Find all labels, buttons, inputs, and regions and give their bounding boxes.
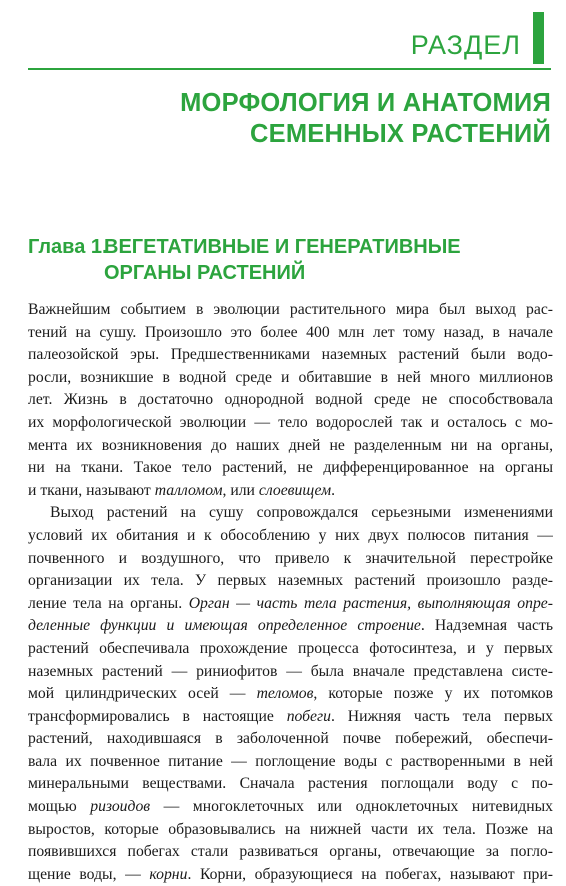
term-rhizoids: ризоидов [90, 798, 151, 816]
text-run: . Нижняя часть тела первых [331, 707, 553, 725]
chapter-title-row-1 [28, 234, 548, 260]
section-label: РАЗДЕЛ [410, 30, 521, 60]
text-line: организации их тела. У первых наземных растений произошло разде- [28, 572, 553, 590]
text-run: , которые позже у их потомков [313, 685, 553, 703]
organ-definition: Орган — часть тела растения, выполняющая опре- [188, 594, 553, 612]
chapter-number: Глава 1. [28, 236, 108, 258]
text-line [28, 683, 553, 706]
part-title-line-2: СЕМЕННЫХ РАСТЕНИЙ [250, 120, 551, 148]
text-run: . Корни, образующиеся на побегах, называют при- [187, 865, 553, 883]
text-run: и ткани, называют [28, 481, 155, 499]
text-line: их морфологической эволюции — тело водорослей так и осталось с мо- [28, 413, 553, 431]
text-line: росли, возникшие в водной среде и обитавшие в ней много миллионов [28, 368, 553, 386]
body-text [28, 299, 553, 886]
term-telomes: теломов [256, 685, 314, 703]
term-roots: корни [149, 865, 188, 883]
text-line [28, 480, 553, 503]
text-line: вала их почвенное питание — поглощение воды с растворенными в ней [28, 752, 553, 770]
chapter-title [28, 234, 548, 286]
text-line: палеозойской эры. Предшественниками наземных растений были водо- [28, 346, 553, 364]
text-run: трансформировались в настоящие [28, 707, 287, 725]
text-line [28, 706, 553, 729]
text-line [28, 593, 553, 616]
text-line: Выход растений на сушу сопровождался серьезными изменениями [50, 504, 553, 522]
part-title [31, 88, 551, 150]
text-line [28, 796, 553, 819]
text-line: наземных растений — риниофитов — была вначале представлена систе- [28, 662, 553, 680]
text-line: Важнейшим событием в эволюции растительного мира был выход рас- [28, 301, 553, 318]
text-line: почвенного и воздушного, что привело к значительной перестройке [28, 549, 553, 567]
text-run: — многоклеточных или одноклеточных нитевидных [150, 798, 553, 816]
header-rule [28, 68, 551, 70]
term-shoots: побеги [286, 707, 331, 725]
term-sloevishche: слоевищем [258, 481, 332, 499]
section-number-bar [533, 12, 544, 64]
text-line [28, 615, 553, 638]
text-line: появившихся побегах стали развиваться органы, отвечающие за погло- [28, 843, 553, 861]
text-run: . Надземная часть [420, 617, 553, 635]
text-line: условий их обитания и к обособлению у них двух полюсов питания — [28, 526, 553, 544]
part-title-line-1: МОРФОЛОГИЯ И АНАТОМИЯ [180, 89, 551, 117]
section-header [28, 12, 551, 68]
text-run: щение воды, — [28, 865, 150, 883]
chapter-title-line-2: ОРГАНЫ РАСТЕНИЙ [104, 262, 306, 284]
text-run: мощью [28, 798, 91, 816]
text-line: минеральными веществами. Сначала растения поглощали воду с по- [28, 775, 553, 793]
text-line: ни на ткани. Такое тело растений, не дифференцированное на органы [28, 459, 553, 477]
text-line: выростов, которые образовывались на нижней части их тела. Позже на [28, 820, 553, 838]
text-line: мента их возникновения до наших дней не разделенным ни на органы, [28, 436, 553, 454]
text-run: мой цилиндрических осей — [28, 685, 257, 703]
text-line [28, 864, 553, 886]
organ-definition-cont: деленные функции и имеющая определенное строение [28, 617, 421, 635]
text-run: . [331, 481, 336, 499]
text-run: , или [222, 481, 259, 499]
text-line: лет. Жизнь в достаточно однородной водной среде не способствовала [28, 391, 553, 409]
text-line: растений обеспечивала прохождение процесса фотосинтеза, и у первых [28, 639, 553, 657]
chapter-title-line-1: ВЕГЕТАТИВНЫЕ И ГЕНЕРАТИВНЫЕ [104, 236, 461, 258]
term-thallus: талломом [154, 481, 223, 499]
text-line: растений, находившаяся в заболоченной почве побережий, обеспечи- [28, 730, 553, 748]
chapter-title-row-2 [28, 260, 548, 286]
text-line: тений на сушу. Произошло это более 400 млн лет тому назад, в начале [28, 323, 553, 341]
text-run: ление тела на органы. [28, 594, 189, 612]
